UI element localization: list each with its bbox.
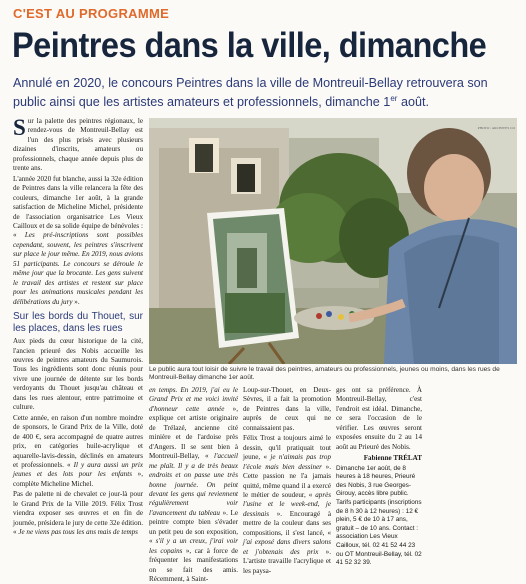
photo-credit: PHOTO : ARCHIVES CO — [477, 126, 515, 130]
paragraph: Félix Trost a toujours aimé le dessin, qu'il pratiquait tout jeune, « je n'aimais pas trop l'école mais bien dessiner ». Cette passion ne l'a jamais quitté, même quand il a exercé le métier de soudeur, « après l'usine et le week-end, je dessinais ». Encouragé à mettre de la couleur dans ses compositions, il s'est lancé, « j'ai exposé dans divers salons et j'obtenais des prix ». L'artiste travaille l'acrylique et les paysa- — [243, 434, 331, 575]
paragraph: Sur la palette des peintres régionaux, le rendez-vous de Montreuil-Bellay est l'un des plus prisés avec plusieurs dizaines d'inscrits, amateurs ou professionnels, chaque année depuis plus de trente ans. — [13, 115, 143, 173]
text-column-4 — [336, 386, 422, 569]
standfirst-text: Annulé en 2020, le concours Peintres dans la ville de Montreuil-Bellay retrouvera son public ainsi que les artistes amateurs et professionnels, dimanche 1 — [13, 76, 488, 110]
painter-photo-illustration — [149, 118, 517, 364]
text-column-3 — [243, 386, 331, 577]
paragraph: Loup-sur-Thouet, en Deux-Sèvres, il a fait la promotion de Peintres dans la ville, auprès de ceux qui ne connaissaient pas. — [243, 386, 331, 432]
practical-info: Dimanche 1er août, de 8 heures à 18 heures, Prieuré des Nobis, 3 rue Georges-Girouy, accès libre public. Tarifs participants (inscriptions de 8 h 30 à 12 heures) : 12 € plein, 5 € de 10 à 17 ans, gratuit – de 10 ans. Contact : association Les Vieux Cailloux, tél. 02 41 52 44 23 ou OT Montreuil-Bellay, tél. 02 41 52 32 39. — [336, 464, 422, 567]
article-standfirst — [13, 75, 513, 110]
photo-caption: Le public aura tout loisir de suivre le travail des peintres, amateurs ou professionnels, jeunes ou moins, dans les rues de Montreuil-Bellay dimanche 1er août. — [149, 366, 500, 382]
author-signature: Fabienne TRÉLAT — [363, 454, 422, 463]
paragraph: Aux pieds du cœur historique de la cité, l'ancien prieuré des Nobis accueille les œuvres de peintres amateurs du Saumurois. Tous les ingrédients sont donc réunis pour vivre une journée de détente sur les bords verdoyants du Thouet jusqu'au château et dans les rues alentour, entre patrimoine et culture. — [13, 337, 143, 412]
article-title: Peintres dans la ville, dimanche — [12, 26, 487, 65]
paragraph: Cette année, en raison d'un nombre moindre de sponsors, le Grand Prix de la Ville, doté de 400 €, sera accompagné de quatre autres prix, en catégories huile-acrylique et aquarelle-lavis-dessin, déclinés en amateurs et professionnels. « Il y aura aussi un prix jeunes et des lots pour les enfants », complète Micheline Michel. — [13, 413, 143, 488]
article-photo — [149, 118, 517, 364]
text-column-2 — [149, 386, 238, 584]
standfirst-end: août. — [397, 95, 429, 110]
text-column-1 — [13, 117, 143, 539]
subheading: Sur les bords du Thouet, sur les places, dans les rues — [13, 311, 143, 334]
paragraph: L'année 2020 fut blanche, aussi la 32e édition de Peintres dans la ville relancera la fête des couleurs, dimanche 1er août, à la grande satisfaction de Micheline Michel, présidente de l'association organisatrice Les Vieux Cailloux et de sa solide équipe de bénévoles : « Les pré-inscriptions sont possibles cependant, souvent, les peintres s'inscrivent sur place le jour même. En 2019, nous avions 51 participants. Le concours se déroule le même jour que la brocante. Les gens suivent le travail des artistes et restent sur place pour les animations musicales pendant les délibérations du jury ». — [13, 174, 143, 306]
paragraph: Pas de palette ni de chevalet ce jour-là pour le Grand Prix de la Ville 2019. Félix Trost viendra exposer ses œuvres et en fin de journée, présidera le jury de cette 32e édition. « Je ne viens pas tous les ans mais de temps — [13, 490, 143, 537]
standfirst-sup: er — [390, 94, 398, 103]
paragraph: ges ont sa préférence. À Montreuil-Bellay, c'est l'endroit est idéal. Dimanche, ce sera l'occasion de le vérifier. Les œuvres seront exposées ensuite du 2 au 14 août au Prieuré des Nobis. — [336, 386, 422, 451]
drop-cap: S — [13, 115, 26, 140]
paragraph: en temps. En 2019, j'ai eu le Grand Prix et me voici invité d'honneur cette année », explique cet artiste originaire de Trélazé, ancienne cité minière et de l'ardoise près d'Angers. Il se sent bien à Montreuil-Bellay, « l'accueil me plaît. Il y a de très beaux endroits et on passe une très bonne journée. On peint devant les gens qui reviennent régulièrement voir l'avancement du tableau ». Le peintre compte bien s'évader un petit peu de son exposition, « s'il y a un creux, j'irai voir les copains », car à force de fréquenter les manifestations on se fait des amis. Récemment, à Saint- — [149, 386, 239, 584]
section-kicker: C'EST AU PROGRAMME — [13, 6, 170, 21]
